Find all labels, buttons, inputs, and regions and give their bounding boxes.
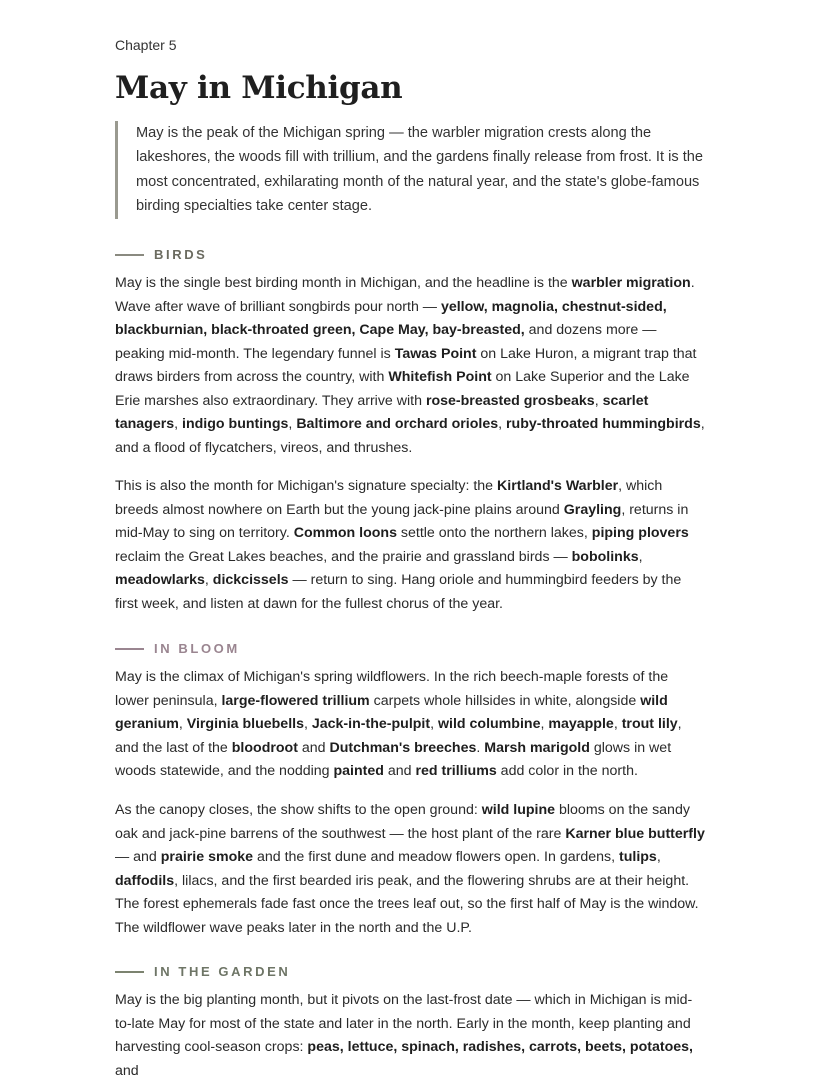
emphasis-term: dickcissels — [212, 572, 289, 588]
emphasis-term: red trilliums — [415, 763, 497, 779]
emphasis-term: wild geranium — [115, 692, 668, 732]
section-heading-birds — [115, 247, 207, 262]
emphasis-term: Whitefish Point — [388, 369, 492, 385]
emphasis-term: Kirtland's Warbler — [497, 478, 619, 494]
bloom-paragraph-2: As the canopy closes, the show shifts to the open ground: wild lupine blooms on the sandy oak and jack-pine barrens of the southwest — the host plant of the rare Karner blue butterfly — and prairie smoke and the first dune and meadow flowers open. In gardens, tulips, daffodils, lilacs, and the first bearded iris peak, and the flowering shrubs are at their height. The forest ephemerals fade fast once the trees leaf out, so the first half of May is the window. The wildflower wave peaks later in the north and the U.P. — [115, 802, 705, 936]
bloom-paragraph-1: May is the climax of Michigan's spring wildflowers. In the rich beech-maple forests of the lower peninsula, large-flowered trillium carpets whole hillsides in white, alongside wild geranium, Virginia bluebells, Jack-in-the-pulpit, wild columbine, mayapple, trout lily, and the last of the bloodroot and Dutchman's breeches. Marsh marigold glows in wet woods statewide, and the nodding painted and red trilliums add color in the north. — [115, 669, 682, 779]
emphasis-term: bloodroot — [231, 739, 298, 756]
emphasis-term: prairie smoke — [160, 849, 254, 865]
emphasis-term: daffodils — [115, 872, 175, 889]
emphasis-term: large-flowered trillium — [221, 692, 370, 709]
emphasis-term: trout lily — [621, 716, 678, 732]
emphasis-term: Marsh marigold — [484, 739, 590, 756]
emphasis-term: meadowlarks — [115, 572, 205, 588]
emphasis-term: ruby-throated hummingbirds — [506, 416, 701, 432]
emphasis-term: bobolinks — [571, 548, 639, 565]
emphasis-term: Virginia bluebells — [186, 716, 304, 732]
emphasis-term: wild lupine — [481, 802, 556, 818]
section-heading-label: IN THE GARDEN — [154, 964, 291, 979]
emphasis-term: Jack-in-the-pulpit — [311, 716, 431, 732]
section-heading-label: BIRDS — [154, 247, 208, 262]
emphasis-term: piping plovers — [591, 525, 689, 541]
emphasis-term: wild columbine — [437, 716, 541, 732]
emphasis-term: Karner blue butterfly — [565, 825, 705, 842]
emphasis-term: rose-breasted grosbeaks — [425, 392, 595, 409]
heading-rule — [115, 648, 144, 650]
birds-paragraph-2: This is also the month for Michigan's signature specialty: the Kirtland's Warbler, which breeds almost nowhere on Earth but the young jack-pine plains around Grayling, returns in mid-May to sing on territory. Common loons settle onto the northern lakes, piping plovers reclaim the Great Lakes beaches, and the prairie and grassland birds — bobolinks, meadowlarks, dickcissels — return to sing. Hang oriole and hummingbird feeders by the first week, and listen at dawn for the fullest chorus of the year. — [115, 478, 689, 612]
section-heading-label: IN BLOOM — [154, 641, 240, 656]
page-title: May in Michigan — [115, 70, 403, 106]
chapter-label: Chapter 5 — [115, 37, 177, 53]
emphasis-term: scarlet tanagers — [115, 392, 649, 432]
birds-paragraph-1: May is the single best birding month in Michigan, and the headline is the warbler migration. Wave after wave of brilliant songbirds pour north — yellow, magnolia, chestnut-sided, blackburnian, black-throated green, Cape May, bay-breasted, and dozens more — peaking mid-month. The legendary funnel is Tawas Point on Lake Huron, a migrant trap that draws birders from across the country, with Whitefish Point on Lake Superior and the Lake Erie marshes also extraordinary. They arrive with rose-breasted grosbeaks, scarlet tanagers, indigo buntings, Baltimore and orchard orioles, ruby-throated hummingbirds, and a flood of flycatchers, vireos, and thrushes. — [115, 275, 705, 456]
emphasis-term: Grayling — [563, 501, 622, 518]
emphasis-term: mayapple — [548, 716, 614, 732]
section-heading-in-the-garden — [115, 964, 290, 979]
heading-rule — [115, 254, 144, 256]
emphasis-term: peas, lettuce, spinach, radishes, carrots, beets, potatoes, — [307, 1039, 693, 1055]
emphasis-term: Baltimore and orchard orioles — [296, 416, 499, 432]
emphasis-term: warbler migration — [571, 275, 691, 291]
heading-rule — [115, 971, 144, 973]
emphasis-term: Tawas Point — [394, 345, 477, 362]
emphasis-term: Common loons — [293, 525, 397, 541]
emphasis-term: indigo buntings — [182, 416, 289, 432]
garden-paragraph-1: May is the big planting month, but it pivots on the last-frost date — which in Michigan is mid-to-late May for most of the state and later in the north. Early in the month, keep planting and harvesting cool-season crops: peas, lettuce, spinach, radishes, carrots, beets, potatoes, and — [115, 992, 693, 1079]
emphasis-term: tulips — [618, 849, 657, 865]
section-heading-in-bloom — [115, 641, 240, 656]
emphasis-term: Dutchman's breeches — [329, 739, 477, 756]
emphasis-term: yellow, magnolia, chestnut-sided, blackburnian, black-throated green, Cape May, bay-breasted, — [115, 298, 667, 338]
emphasis-term: painted — [333, 763, 384, 779]
intro-blockquote: May is the peak of the Michigan spring — the warbler migration crests along the lakeshores, the woods fill with trillium, and the gardens finally release from frost. It is the most concentrated, exhilarating month of the natural year, and the state's globe-famous birding specialties take center stage. — [115, 121, 705, 219]
